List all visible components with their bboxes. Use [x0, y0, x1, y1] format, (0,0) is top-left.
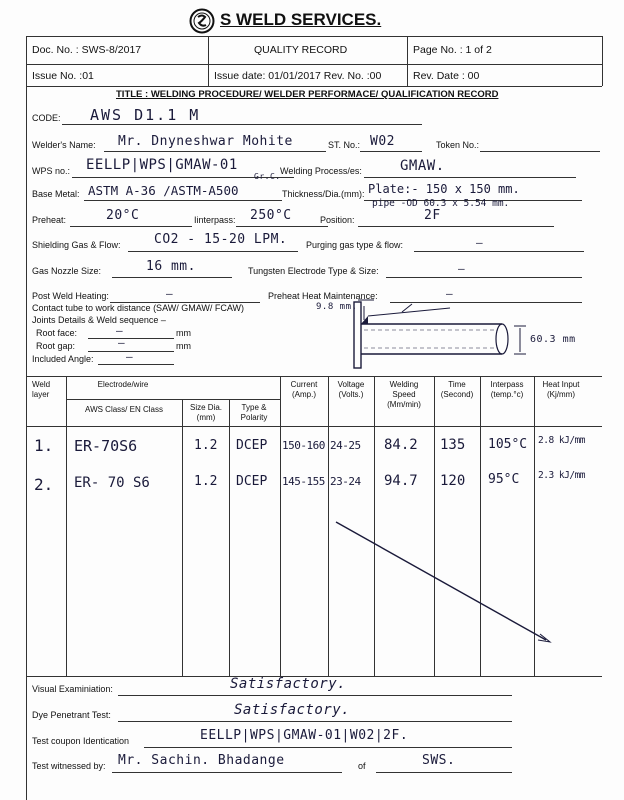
- position-value: 2F: [424, 208, 441, 223]
- post-weld-value: —: [166, 287, 174, 300]
- gas-nozzle-label: Gas Nozzle Size:: [32, 266, 102, 276]
- cell-voltage: 24-25: [330, 439, 361, 452]
- company-name: S WELD SERVICES.: [220, 10, 382, 29]
- th-voltage: Voltage (Volts.): [337, 380, 365, 399]
- shielding-gas-value: CO2 - 15-20 LPM.: [154, 232, 288, 247]
- token-no-label: Token No.:: [436, 140, 480, 150]
- th-weld-layer: Weld layer: [32, 380, 51, 399]
- interpass-label: Iinterpass:: [194, 215, 236, 225]
- cell-speed: 84.2: [384, 437, 418, 453]
- wps-no-label: WPS no.:: [32, 166, 71, 176]
- tungsten-label: Tungsten Electrode Type & Size:: [248, 266, 379, 276]
- root-gap-dash: —: [118, 336, 126, 349]
- dye-penetrant-value: Satisfactory.: [234, 702, 351, 718]
- st-no-value: W02: [370, 134, 395, 149]
- purging-gas-label: Purging gas type & flow:: [306, 240, 404, 250]
- included-angle-dash: —: [126, 350, 134, 363]
- preheat-maintenance-label: Preheat Heat Maintenance:: [268, 291, 378, 301]
- cell-layer: 2.: [34, 475, 54, 494]
- rev-date: Rev. Date : 00: [413, 70, 480, 82]
- ctwd-label: Contact tube to work distance (SAW/ GMAW/ FCAW): [32, 303, 245, 313]
- visual-exam-value: Satisfactory.: [230, 676, 347, 692]
- quality-record-page: [18, 0, 610, 800]
- interpass-value: 250°C: [250, 208, 292, 223]
- record-type: QUALITY RECORD: [254, 44, 348, 56]
- tungsten-value: —: [458, 262, 466, 275]
- preheat-value: 20°C: [106, 208, 140, 223]
- th-heat-input: Heat Input (Kj/mm): [542, 380, 580, 399]
- thickness-value-1: Plate:- 150 x 150 mm.: [368, 182, 520, 196]
- issue-date: Issue date: 01/01/2017 Rev. No. :00: [214, 70, 382, 82]
- shielding-gas-label: Shielding Gas & Flow:: [32, 240, 121, 250]
- welder-name-value: Mr. Dnyneshwar Mohite: [118, 134, 293, 149]
- included-angle-label: Included Angle:: [32, 354, 94, 364]
- root-gap-label: Root gap:: [36, 341, 76, 351]
- purging-gas-value: —: [476, 236, 484, 249]
- th-welding-speed: Welding Speed (Mm/min): [387, 380, 421, 409]
- base-metal-label: Base Metal:: [32, 189, 80, 199]
- base-metal-grade: Gr.C.: [254, 172, 281, 181]
- welding-process-label: Welding Process/es:: [280, 166, 362, 176]
- code-label: CODE:: [32, 113, 61, 123]
- company-logo-icon: [189, 8, 215, 34]
- cell-voltage: 23-24: [330, 475, 361, 488]
- witnessed-by-label: Test witnessed by:: [32, 761, 106, 771]
- post-weld-label: Post Weld Heating:: [32, 291, 109, 301]
- of-label: of: [358, 761, 366, 771]
- code-value: AWS D1.1 M: [90, 106, 201, 124]
- strike-through-line: [26, 426, 602, 676]
- issue-number: Issue No. :01: [32, 70, 94, 82]
- cell-size: 1.2: [194, 474, 218, 489]
- th-type-polarity: Type & Polarity: [240, 403, 268, 422]
- th-aws-class: AWS Class/ EN Class: [85, 405, 163, 414]
- cell-current: 145-155: [282, 475, 325, 488]
- cell-size: 1.2: [194, 438, 218, 453]
- test-coupon-label: Test coupon Identication: [32, 736, 130, 746]
- preheat-maintenance-value: —: [446, 287, 454, 300]
- welder-name-label: Welder's Name:: [32, 140, 96, 150]
- cell-current: 150-160: [282, 439, 325, 452]
- dimension-leg: 9.8 mm.: [316, 302, 358, 312]
- base-metal-value: ASTM A-36 /ASTM-A500: [88, 183, 239, 198]
- of-value: SWS.: [422, 753, 456, 768]
- root-gap-unit: mm: [176, 341, 191, 351]
- cell-speed: 94.7: [384, 473, 418, 489]
- th-interpass: Interpass (temp.°c): [490, 380, 524, 399]
- th-time: Time (Second): [440, 380, 474, 399]
- welding-process-value: GMAW.: [400, 158, 445, 174]
- position-label: Position:: [320, 215, 355, 225]
- page-number: Page No. : 1 of 2: [413, 44, 492, 56]
- th-electrode: Electrode/wire: [97, 380, 149, 389]
- test-coupon-value: EELLP|WPS|GMAW-01|W02|2F.: [200, 728, 409, 743]
- cell-interpass: 105°C: [488, 437, 528, 452]
- visual-exam-label: Visual Examiniation:: [32, 684, 113, 694]
- wps-no-value: EELLP|WPS|GMAW-01: [86, 157, 238, 173]
- witnessed-by-value: Mr. Sachin. Bhadange: [118, 753, 285, 768]
- root-face-unit: mm: [176, 328, 191, 338]
- cell-polarity: DCEP: [236, 474, 268, 489]
- joints-label: Joints Details & Weld sequence –: [32, 315, 166, 325]
- dye-penetrant-label: Dye Penetrant Test:: [32, 710, 111, 720]
- cell-aws-class: ER-70S6: [74, 437, 138, 455]
- cell-interpass: 95°C: [488, 472, 520, 487]
- cell-heat-input: 2.3 kJ/mm: [538, 470, 585, 481]
- th-current: Current (Amp.): [290, 380, 318, 399]
- st-no-label: ST. No.:: [328, 140, 361, 150]
- cell-time: 135: [440, 437, 466, 453]
- page-title: TITLE : WELDING PROCEDURE/ WELDER PERFORMACE/ QUALIFICATION RECORD: [116, 89, 499, 100]
- cell-heat-input: 2.8 kJ/mm: [538, 435, 585, 446]
- root-face-dash: —: [116, 324, 124, 337]
- dimension-diameter: 60.3 mm: [530, 334, 576, 345]
- th-size: Size Dia.(mm): [189, 403, 222, 422]
- gas-nozzle-value: 16 mm.: [146, 259, 196, 274]
- cell-time: 120: [440, 473, 466, 489]
- doc-number: Doc. No. : SWS-8/2017: [32, 44, 142, 56]
- thickness-label: Thickness/Dia.(mm):: [282, 189, 365, 199]
- preheat-label: Preheat:: [32, 215, 67, 225]
- cell-layer: 1.: [34, 436, 54, 455]
- cell-aws-class: ER- 70 S6: [74, 475, 150, 491]
- root-face-label: Root face:: [36, 328, 78, 338]
- thickness-value-2: pipe -OD 60.3 x 5.54 mm.: [372, 198, 510, 209]
- cell-polarity: DCEP: [236, 438, 268, 453]
